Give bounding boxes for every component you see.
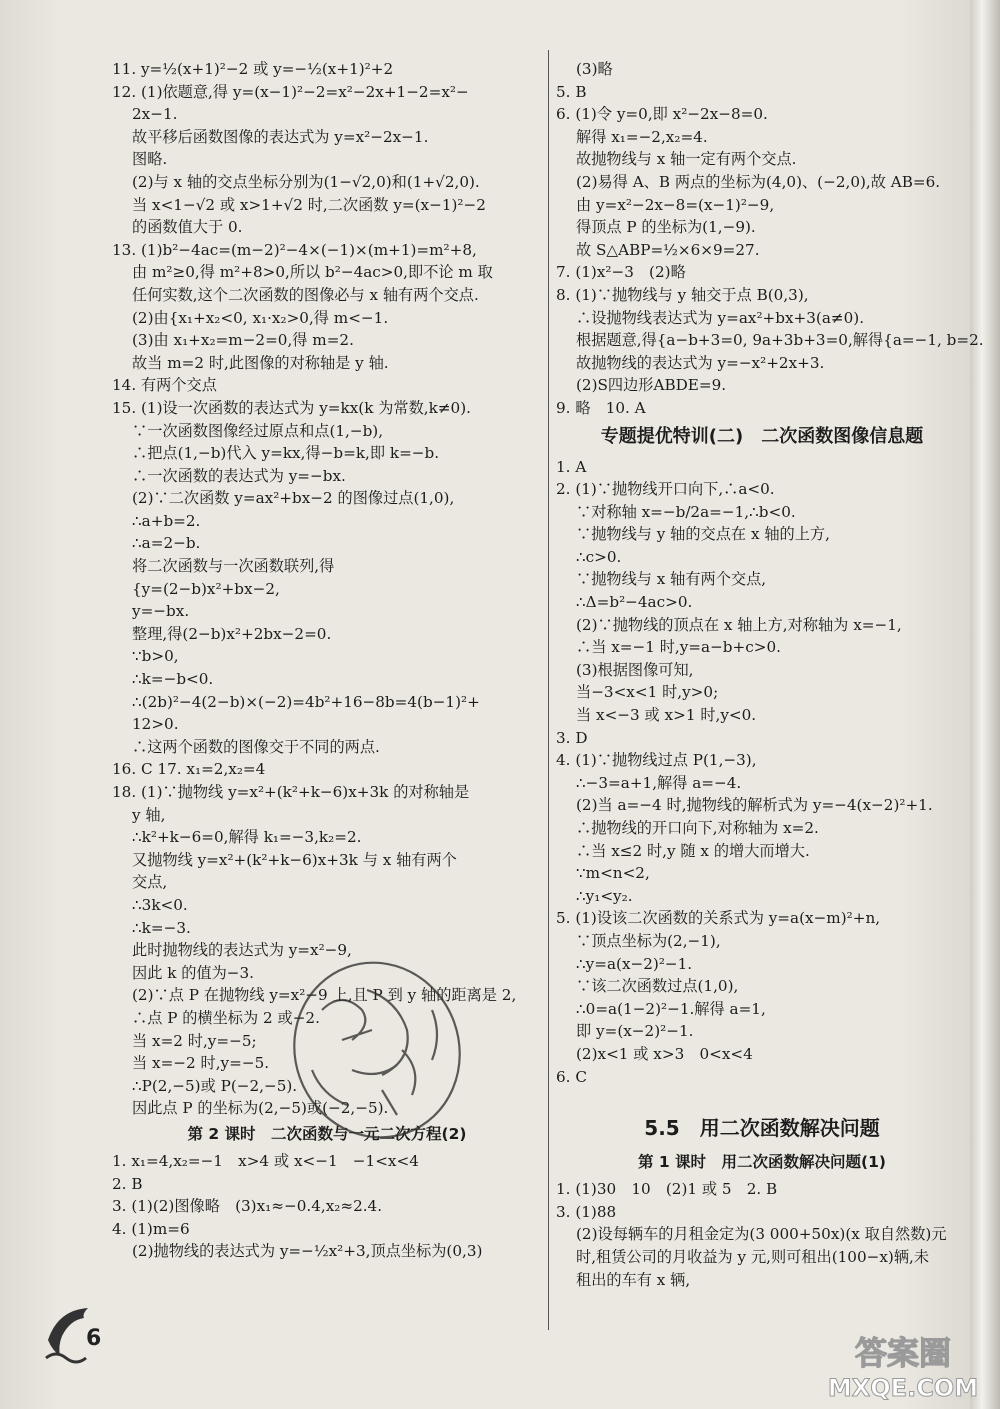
- answer-line: (3)根据图像可知,: [576, 660, 694, 679]
- answer-line: ∴这两个函数的图像交于不同的两点.: [132, 737, 380, 756]
- answer-line: ∵该二次函数过点(1,0),: [576, 977, 739, 996]
- answer-line: y 轴,: [132, 805, 166, 824]
- answer-line: (2)∵点 P 在抛物线 y=x²−9 上,且 P 到 y 轴的距离是 2,: [132, 986, 517, 1005]
- answer-line: 因此 k 的值为−3.: [132, 963, 255, 982]
- answer-line: 15. (1)设一次函数的表达式为 y=kx(k 为常数,k≠0).: [112, 398, 471, 417]
- answer-line: ∴把点(1,−b)代入 y=kx,得−b=k,即 k=−b.: [132, 444, 440, 463]
- answer-line: (3)略: [576, 60, 613, 78]
- answer-line: ∴0=a(1−2)²−1.解得 a=1,: [576, 999, 766, 1018]
- answer-line: 12. (1)依题意,得 y=(x−1)²−2=x²−2x+1−2=x²−: [112, 82, 469, 101]
- answer-line: (2)∵二次函数 y=ax²+bx−2 的图像过点(1,0),: [132, 489, 455, 508]
- answer-line: 将二次函数与一次函数联列,得: [132, 557, 335, 576]
- answer-line: ∴设抛物线表达式为 y=ax²+bx+3(a≠0).: [576, 308, 865, 327]
- answer-line: 任何实数,这个二次函数的图像必与 x 轴有两个交点.: [132, 285, 479, 304]
- answer-line: (2)易得 A、B 两点的坐标为(4,0)、(−2,0),故 AB=6.: [576, 172, 941, 191]
- svg-text:答案圈: 答案圈: [854, 1334, 952, 1372]
- right-answers: [556, 58, 984, 420]
- answer-line: 故抛物线与 x 轴一定有两个交点.: [576, 150, 797, 169]
- answer-line: 18. (1)∵抛物线 y=x²+(k²+k−6)x+3k 的对称轴是: [112, 783, 470, 801]
- answer-line: 交点,: [132, 873, 168, 892]
- answer-line: 当−3<x<1 时,y>0;: [576, 683, 719, 702]
- answer-line: (2)∵抛物线的顶点在 x 轴上方,对称轴为 x=−1,: [576, 615, 902, 634]
- answer-line: ∴k²+k−6=0,解得 k₁=−3,k₂=2.: [132, 828, 362, 847]
- answer-line: 1. x₁=4,x₂=−1 x>4 或 x<−1 −1<x<4: [112, 1151, 419, 1170]
- answer-line: {y=(2−b)x²+bx−2,: [132, 579, 280, 598]
- answer-line: 故 S△ABP=½×6×9=27.: [576, 240, 760, 259]
- answer-line: y=−bx.: [132, 602, 190, 621]
- answer-line: 又抛物线 y=x²+(k²+k−6)x+3k 与 x 轴有两个: [132, 850, 457, 869]
- answer-line: ∵顶点坐标为(2,−1),: [576, 931, 721, 950]
- answer-line: 5. (1)设该二次函数的关系式为 y=a(x−m)²+n,: [556, 909, 881, 928]
- answer-line: 解得 x₁=−2,x₂=4.: [576, 127, 708, 146]
- answer-line: 4. (1)m=6: [112, 1219, 190, 1238]
- answer-line: ∴c>0.: [576, 547, 622, 566]
- answer-line: ∴(2b)²−4(2−b)×(−2)=4b²+16−8b=4(b−1)²+: [132, 692, 480, 711]
- answer-line: (2)由{x₁+x₂<0, x₁·x₂>0,得 m<−1.: [132, 308, 389, 327]
- answer-line: ∴y₁<y₂.: [576, 886, 633, 905]
- answer-line: ∴a+b=2.: [132, 511, 201, 530]
- book-binding: [970, 0, 1000, 1409]
- answer-line: 3. D: [556, 728, 588, 747]
- answer-line: 5. B: [556, 82, 587, 101]
- answer-line: ∴k=−b<0.: [132, 670, 214, 689]
- right-answers-3: [556, 1178, 968, 1291]
- answer-line: 此时抛物线的表达式为 y=x²−9,: [132, 941, 352, 960]
- answer-line: ∴3k<0.: [132, 895, 188, 914]
- column-divider: [548, 50, 549, 1330]
- answer-line: 当 x=−2 时,y=−5.: [132, 1054, 270, 1073]
- answer-line: 由 m²≥0,得 m²+8>0,所以 b²−4ac>0,即不论 m 取: [132, 263, 493, 282]
- answer-line: ∴抛物线的开口向下,对称轴为 x=2.: [576, 819, 819, 837]
- answer-line: 当 x=2 时,y=−5;: [132, 1031, 257, 1050]
- answer-line: 2. B: [112, 1174, 143, 1193]
- site-watermark: [818, 1330, 988, 1405]
- answer-line: ∴y=a(x−2)²−1.: [576, 954, 693, 973]
- answer-line: ∴a=2−b.: [132, 534, 201, 553]
- answer-line: 2x−1.: [132, 105, 178, 124]
- answer-line: ∴−3=a+1,解得 a=−4.: [576, 773, 742, 792]
- page-number: 6: [86, 1326, 102, 1351]
- answer-line: 当 x<1−√2 或 x>1+√2 时,二次函数 y=(x−1)²−2: [132, 195, 486, 214]
- answer-line: (2)设每辆车的月租金定为(3 000+50x)(x 取自然数)元: [576, 1225, 947, 1244]
- answer-line: 得顶点 P 的坐标为(1,−9).: [576, 218, 756, 237]
- svg-text:MXQE.COM: MXQE.COM: [827, 1374, 979, 1402]
- answer-line: 6. C: [556, 1067, 587, 1086]
- answer-line: (2)x<1 或 x>3 0<x<4: [576, 1044, 753, 1063]
- lesson-heading: 第 2 课时 二次函数与一元二次方程(2): [187, 1124, 467, 1143]
- answer-line: 14. 有两个交点: [112, 376, 217, 395]
- answer-line: ∴点 P 的横坐标为 2 或−2.: [132, 1008, 320, 1027]
- answer-line: (2)当 a=−4 时,抛物线的解析式为 y=−4(x−2)²+1.: [576, 796, 933, 815]
- answer-line: 11. y=½(x+1)²−2 或 y=−½(x+1)²+2: [112, 60, 394, 78]
- answer-line: 根据题意,得{a−b+3=0, 9a+3b+3=0,解得{a=−1, b=2.: [576, 331, 984, 350]
- answer-line: ∴一次函数的表达式为 y=−bx.: [132, 466, 346, 485]
- answer-line: 故抛物线的表达式为 y=−x²+2x+3.: [576, 353, 825, 372]
- right-answers-2: [556, 456, 968, 1089]
- answer-line: ∵抛物线与 y 轴的交点在 x 轴的上方,: [576, 525, 830, 544]
- answer-line: ∴P(2,−5)或 P(−2,−5).: [132, 1076, 298, 1095]
- answer-line: 整理,得(2−b)x²+2bx−2=0.: [132, 624, 332, 643]
- answer-line: 7. (1)x²−3 (2)略: [556, 263, 686, 282]
- answer-line: (2)S四边形ABDE=9.: [576, 376, 727, 395]
- answer-line: 6. (1)令 y=0,即 x²−2x−8=0.: [556, 105, 768, 124]
- answer-line: 即 y=(x−2)²−1.: [576, 1022, 694, 1041]
- answer-line: 的函数值大于 0.: [132, 218, 243, 237]
- answer-line: 因此点 P 的坐标为(2,−5)或(−2,−5).: [132, 1099, 389, 1118]
- answer-line: 当 x<−3 或 x>1 时,y<0.: [576, 706, 757, 725]
- answer-line: ∴k=−3.: [132, 918, 191, 937]
- answer-line: 16. C 17. x₁=2,x₂=4: [112, 760, 266, 779]
- answer-line: 13. (1)b²−4ac=(m−2)²−4×(−1)×(m+1)=m²+8,: [112, 240, 477, 259]
- answer-line: ∵m<n<2,: [576, 864, 650, 883]
- answer-line: ∴当 x=−1 时,y=a−b+c>0.: [576, 638, 781, 657]
- answer-line: 3. (1)(2)图像略 (3)x₁≈−0.4,x₂≈2.4.: [112, 1197, 383, 1216]
- answer-line: 1. A: [556, 457, 587, 476]
- answer-line: 故当 m=2 时,此图像的对称轴是 y 轴.: [132, 353, 389, 372]
- answer-line: 时,租赁公司的月收益为 y 元,则可租出(100−x)辆,未: [576, 1247, 930, 1266]
- answer-line: 图略.: [132, 150, 168, 169]
- answer-line: 租出的车有 x 辆,: [576, 1270, 691, 1289]
- answer-line: 4. (1)∵抛物线过点 P(1,−3),: [556, 751, 757, 770]
- answer-line: ∴Δ=b²−4ac>0.: [576, 593, 693, 612]
- answer-line: 1. (1)30 10 (2)1 或 5 2. B: [556, 1180, 778, 1199]
- answer-line: ∵b>0,: [132, 647, 179, 666]
- answer-line: ∵抛物线与 x 轴有两个交点,: [576, 570, 767, 589]
- left-answers-2: [112, 1150, 542, 1263]
- answer-line: 由 y=x²−2x−8=(x−1)²−9,: [576, 195, 775, 214]
- answer-line: ∴当 x≤2 时,y 随 x 的增大而增大.: [576, 841, 810, 860]
- answer-line: (2)与 x 轴的交点坐标分别为(1−√2,0)和(1+√2,0).: [132, 172, 480, 191]
- answer-line: 12>0.: [132, 715, 179, 734]
- answer-line: 8. (1)∵抛物线与 y 轴交于点 B(0,3),: [556, 285, 809, 304]
- answer-line: (3)由 x₁+x₂=m−2=0,得 m=2.: [132, 331, 354, 350]
- section-heading: 5.5 用二次函数解决问题: [644, 1116, 880, 1141]
- lesson-subheading: 第 1 课时 用二次函数解决问题(1): [637, 1153, 887, 1172]
- handwritten-stamp: [282, 950, 472, 1150]
- answer-line: (2)抛物线的表达式为 y=−½x²+3,顶点坐标为(0,3): [132, 1242, 483, 1261]
- answer-line: 2. (1)∵抛物线开口向下,∴a<0.: [556, 480, 775, 499]
- answer-line: 3. (1)88: [556, 1202, 617, 1221]
- answer-line: 9. 略 10. A: [556, 398, 646, 417]
- answer-line: ∵一次函数图像经过原点和点(1,−b),: [132, 421, 384, 440]
- answer-line: ∵对称轴 x=−b/2a=−1,∴b<0.: [576, 502, 796, 521]
- topic-heading: 专题提优特训(二) 二次函数图像信息题: [600, 425, 924, 447]
- right-column: [556, 58, 984, 1291]
- answer-line: 故平移后函数图像的表达式为 y=x²−2x−1.: [132, 127, 429, 146]
